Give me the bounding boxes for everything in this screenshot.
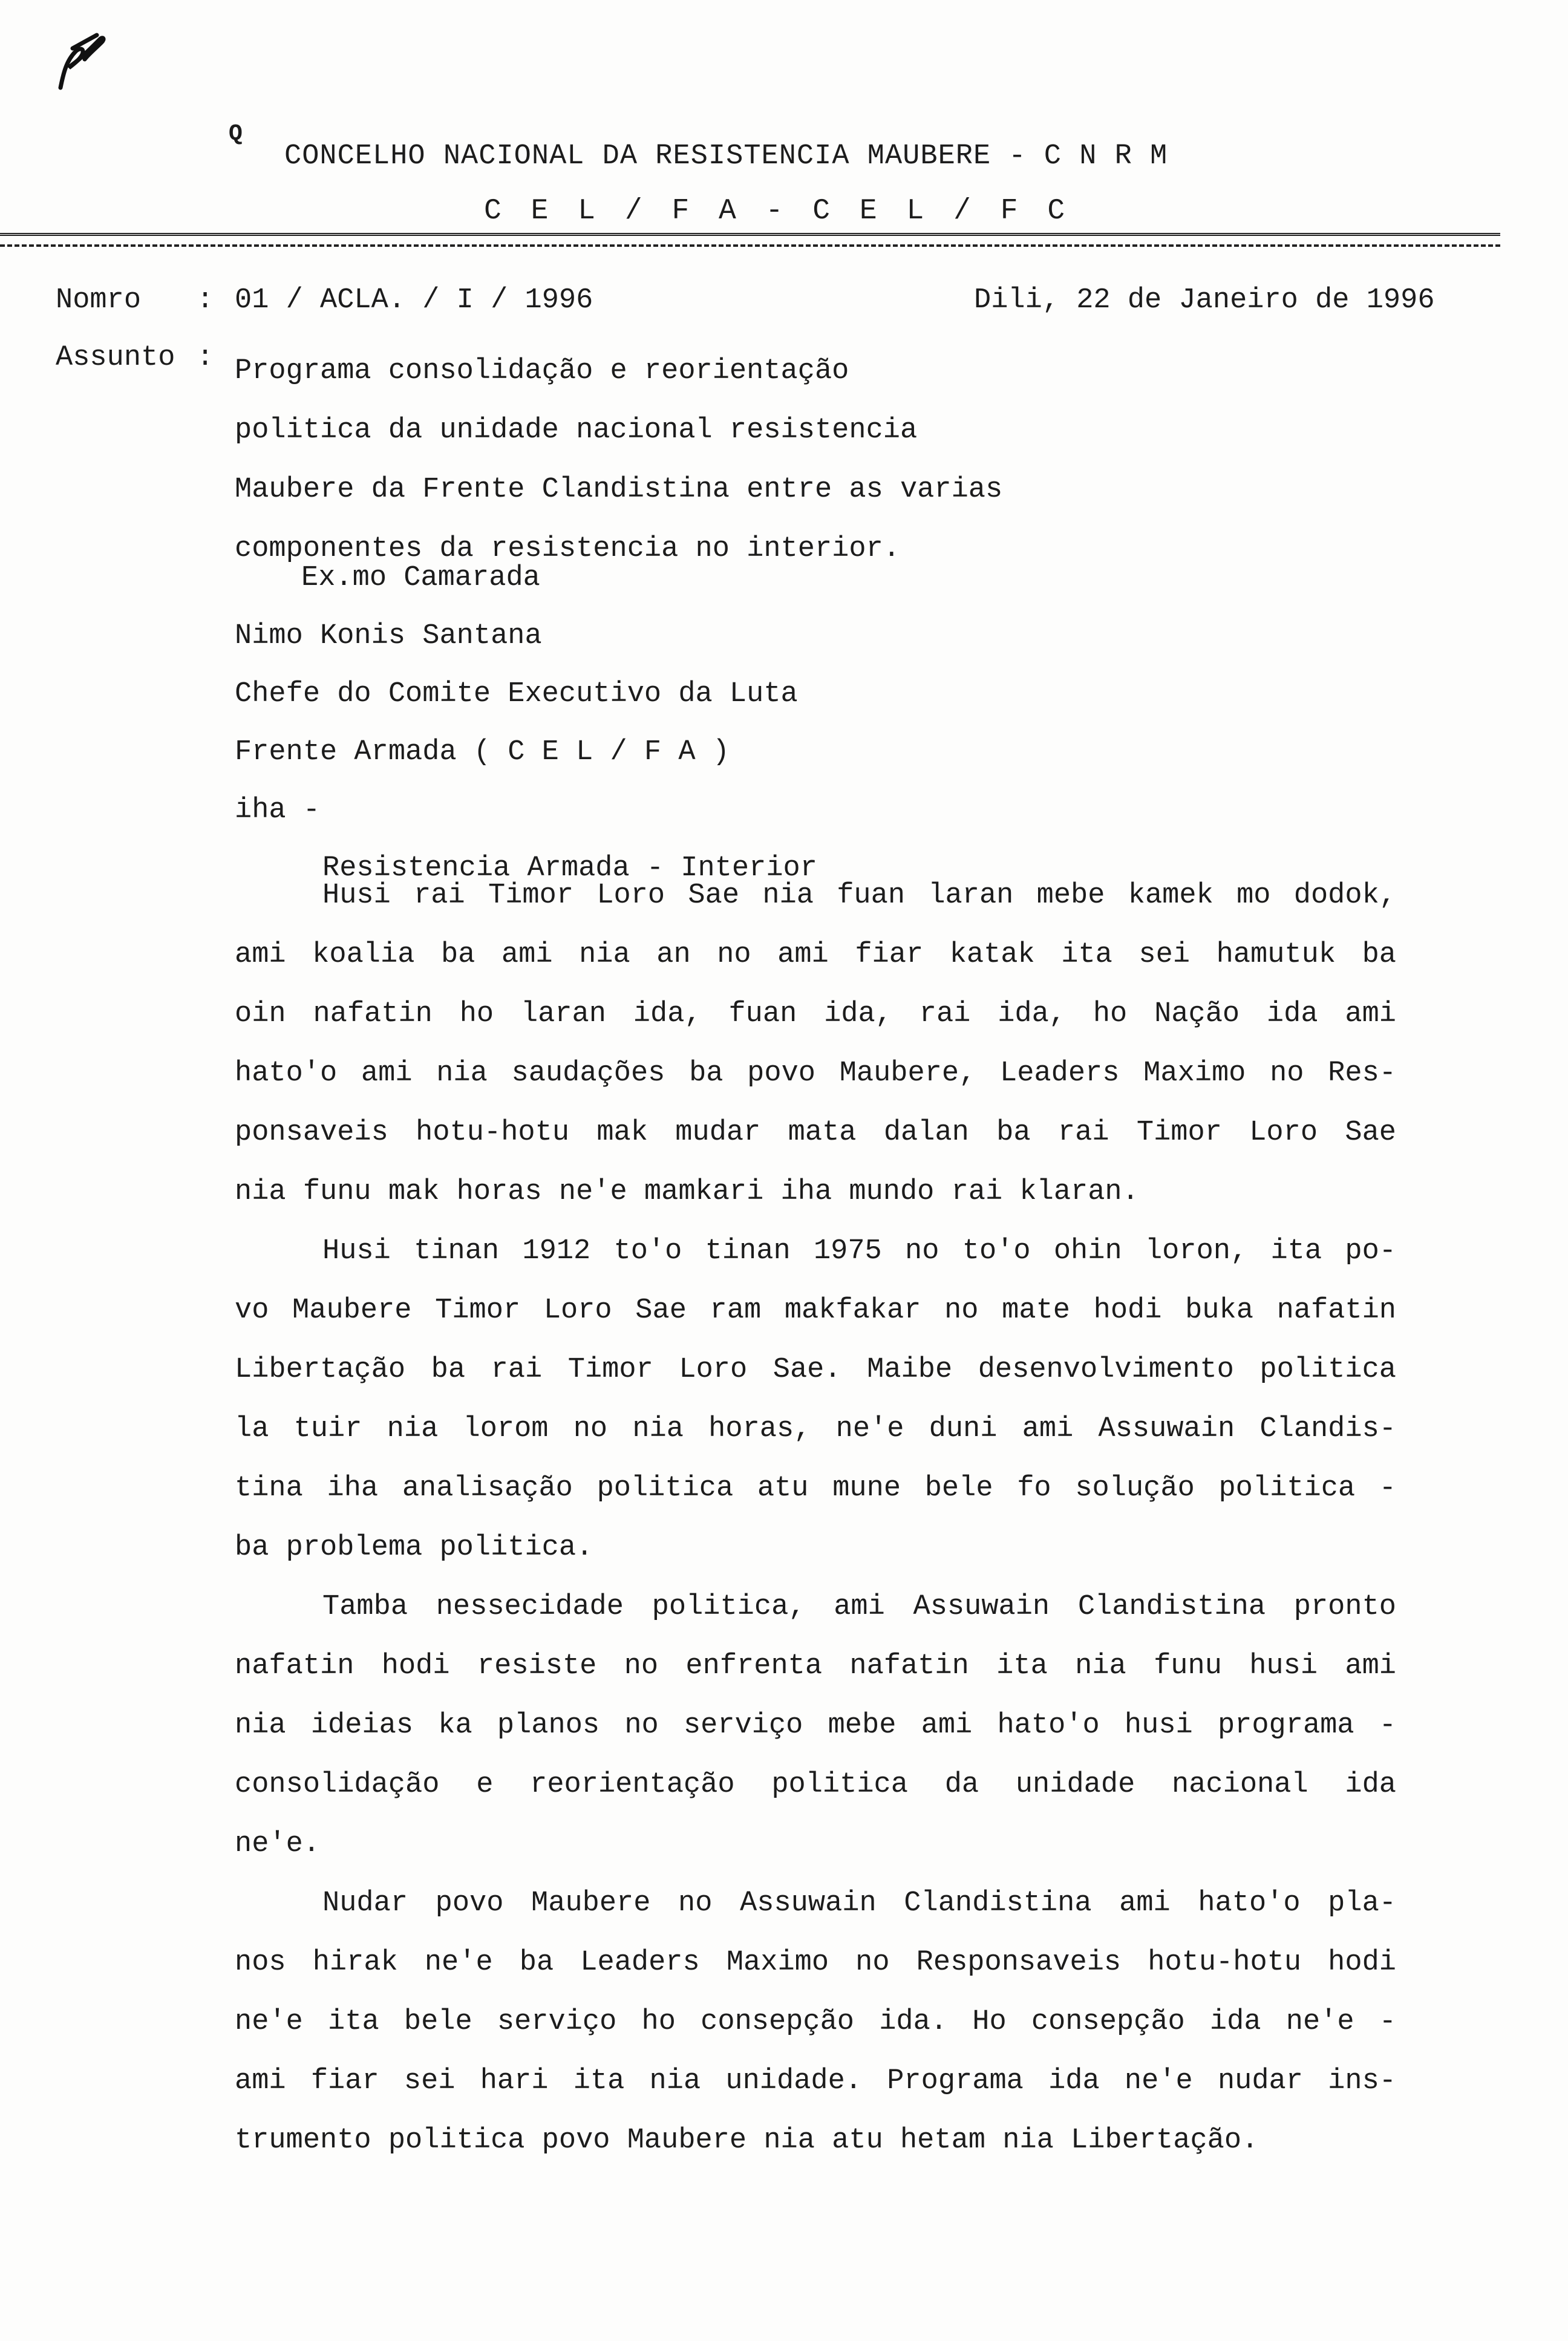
body-line: nos hirak ne'e ba Leaders Maximo no Responsaveis hotu-hotu hodi [235,1947,1396,1979]
body-line: la tuir nia lorom no nia horas, ne'e duni ami Assuwain Clandis- [235,1413,1396,1445]
body-line: consolidação e reorientação politica da unidade nacional ida [235,1769,1396,1801]
body-line: Husi tinan 1912 to'o tinan 1975 no to'o ohin loron, ita po- [322,1235,1396,1267]
body-line: ne'e. [235,1828,321,1860]
address-line: Chefe do Comite Executivo da Luta [235,678,798,710]
document-subheading: C E L / F A - C E L / F C [484,195,1071,227]
address-line: Frente Armada ( C E L / F A ) [235,736,730,768]
body-line: nafatin hodi resiste no enfrenta nafatin ita nia funu husi ami [235,1650,1396,1682]
subject-line: politica da unidade nacional resistencia [235,414,918,446]
body-line: Tamba nessecidade politica, ami Assuwain Clandistina pronto [322,1591,1396,1623]
body-line: trumento politica povo Maubere nia atu hetam nia Libertação. [235,2124,1259,2157]
subject-colon: : [197,342,214,374]
handwritten-initials-mark [42,24,115,97]
body-line: tina iha analisação politica atu mune bele fo solução politica - [235,1472,1396,1504]
body-line: ponsaveis hotu-hotu mak mudar mata dalan ba rai Timor Loro Sae [235,1117,1396,1149]
salutation: Ex.mo Camarada [301,562,540,594]
subject-text [235,342,1384,579]
reference-number: 01 / ACLA. / I / 1996 [235,284,593,316]
subject-line: componentes da resistencia no interior. [235,533,900,565]
number-label: Nomro [56,284,142,316]
body-line: nia funu mak horas ne'e mamkari iha mundo rai klaran. [235,1176,1139,1208]
body-line: ami koalia ba ami nia an no ami fiar katak ita sei hamutuk ba [235,939,1396,971]
header-divider [0,233,1500,247]
recipient-address [235,549,817,898]
number-colon: : [197,284,214,316]
subject-line: Programa consolidação e reorientação [235,355,849,387]
address-location: Resistencia Armada - Interior [322,852,817,884]
body-line: oin nafatin ho laran ida, fuan ida, rai ida, ho Nação ida ami [235,998,1396,1030]
body-line: Libertação ba rai Timor Loro Sae. Maibe desenvolvimento politica [235,1354,1396,1386]
document-date: Dili, 22 de Janeiro de 1996 [974,284,1435,316]
body-line: ba problema politica. [235,1532,593,1564]
corner-mark: Q [229,121,243,147]
body-line: ne'e ita bele serviço ho consepção ida. Ho consepção ida ne'e - [235,2006,1396,2038]
address-line: iha - [235,794,321,826]
body-line: Nudar povo Maubere no Assuwain Clandistina ami hato'o pla- [322,1887,1396,1919]
body-line: Husi rai Timor Loro Sae nia fuan laran mebe kamek mo dodok, [322,880,1396,912]
subject-label: Assunto [56,342,175,374]
letter-body [235,866,1396,2170]
body-line: hato'o ami nia saudações ba povo Maubere, Leaders Maximo no Res- [235,1057,1396,1089]
body-line: ami fiar sei hari ita nia unidade. Programa ida ne'e nudar ins- [235,2065,1396,2097]
body-line: vo Maubere Timor Loro Sae ram makfakar no mate hodi buka nafatin [235,1295,1396,1327]
address-line: Nimo Konis Santana [235,620,542,652]
body-line: nia ideias ka planos no serviço mebe ami hato'o husi programa - [235,1709,1396,1742]
document-heading: CONCELHO NACIONAL DA RESISTENCIA MAUBERE - C N R M [284,140,1168,172]
subject-line: Maubere da Frente Clandistina entre as varias [235,474,1003,506]
